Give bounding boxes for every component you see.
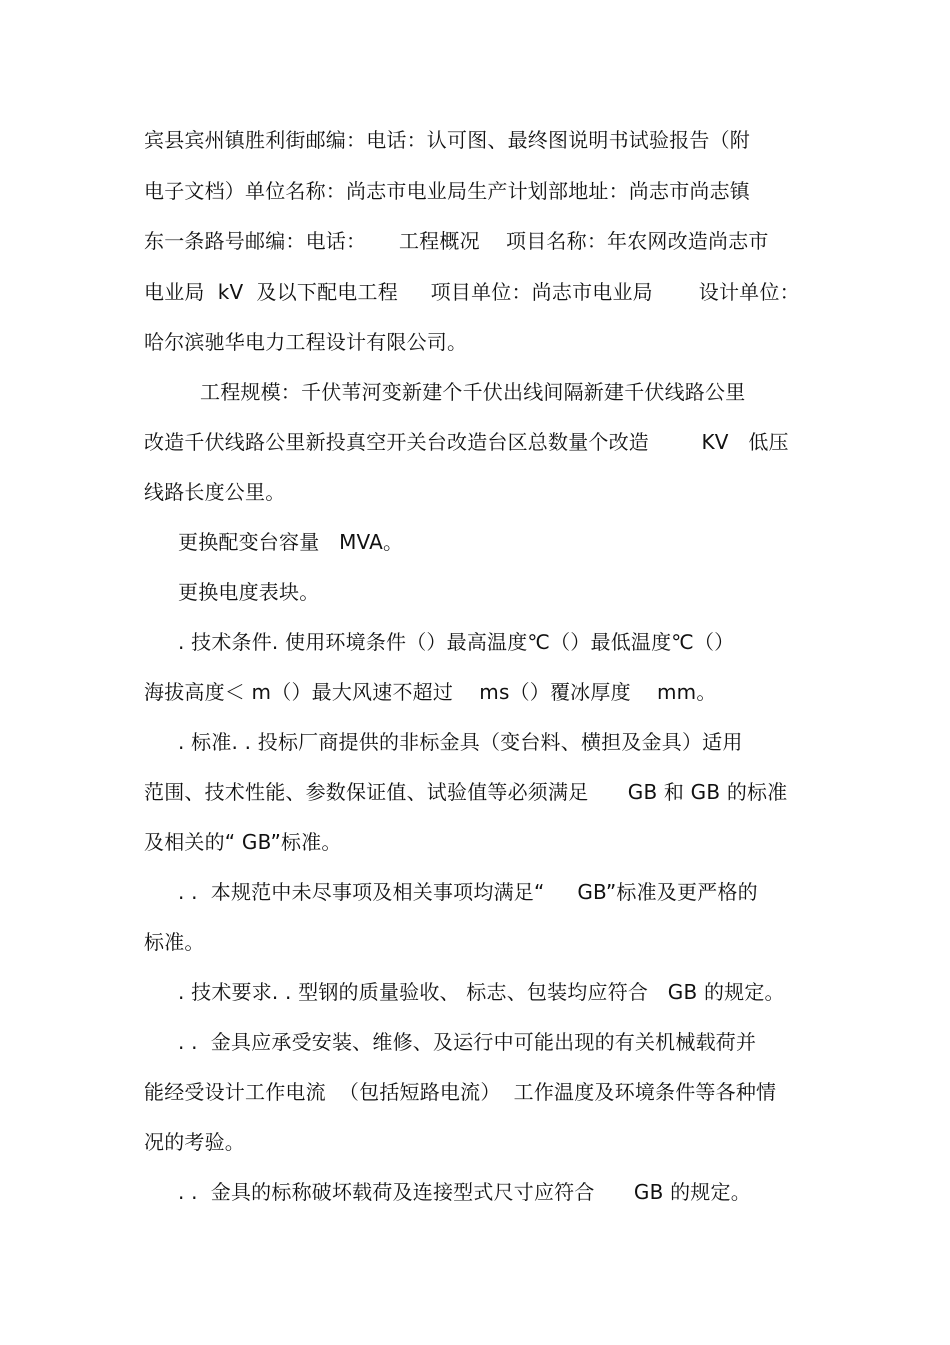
text-line: 电子文档）单位名称：尚志市电业局生产计划部地址：尚志市尚志镇 [144, 179, 750, 203]
text-line: 范围、技术性能、参数保证值、试验值等必须满足 GB 和 GB 的标准 [144, 780, 788, 804]
text-line: 海拔高度＜ m（）最大风速不超过 ms（）覆冰厚度 mm。 [144, 680, 717, 704]
text-line: 宾县宾州镇胜利街邮编：电话：认可图、最终图说明书试验报告（附 [144, 128, 750, 152]
text-line: . 技术条件. 使用环境条件（）最高温度℃（）最低温度℃（） [178, 630, 735, 654]
text-line: . 技术要求. . 型钢的质量验收、 标志、包装均应符合 GB 的规定。 [178, 980, 785, 1004]
text-line: 电业局 kV 及以下配电工程 项目单位：尚志市电业局 设计单位： [144, 280, 800, 304]
text-line: 改造千伏线路公里新投真空开关台改造台区总数量个改造 KV 低压 [144, 430, 789, 454]
text-line: 标准。 [144, 930, 205, 954]
text-line: 更换电度表块。 [178, 580, 320, 604]
text-line: 况的考验。 [144, 1130, 245, 1154]
text-line: . 标准. . 投标厂商提供的非标金具（变台料、横担及金具）适用 [178, 730, 743, 754]
text-line: 更换配变台容量 MVA。 [178, 530, 404, 554]
text-line: 能经受设计工作电流 （包括短路电流） 工作温度及环境条件等各种情 [144, 1080, 777, 1104]
text-line: 及相关的“ GB”标准。 [144, 830, 342, 854]
text-line: 东一条路号邮编：电话： 工程概况 项目名称：年农网改造尚志市 [144, 229, 769, 253]
text-line: 线路长度公里。 [144, 480, 286, 504]
text-line: . . 金具应承受安装、维修、及运行中可能出现的有关机械载荷并 [178, 1030, 757, 1054]
text-line: . . 本规范中未尽事项及相关事项均满足“ GB”标准及更严格的 [178, 880, 758, 904]
text-line: 哈尔滨驰华电力工程设计有限公司。 [144, 330, 468, 354]
text-line: . . 金具的标称破坏载荷及连接型式尺寸应符合 GB 的规定。 [178, 1180, 751, 1204]
text-line: 工程规模：千伏苇河变新建个千伏出线间隔新建千伏线路公里 [200, 380, 746, 404]
